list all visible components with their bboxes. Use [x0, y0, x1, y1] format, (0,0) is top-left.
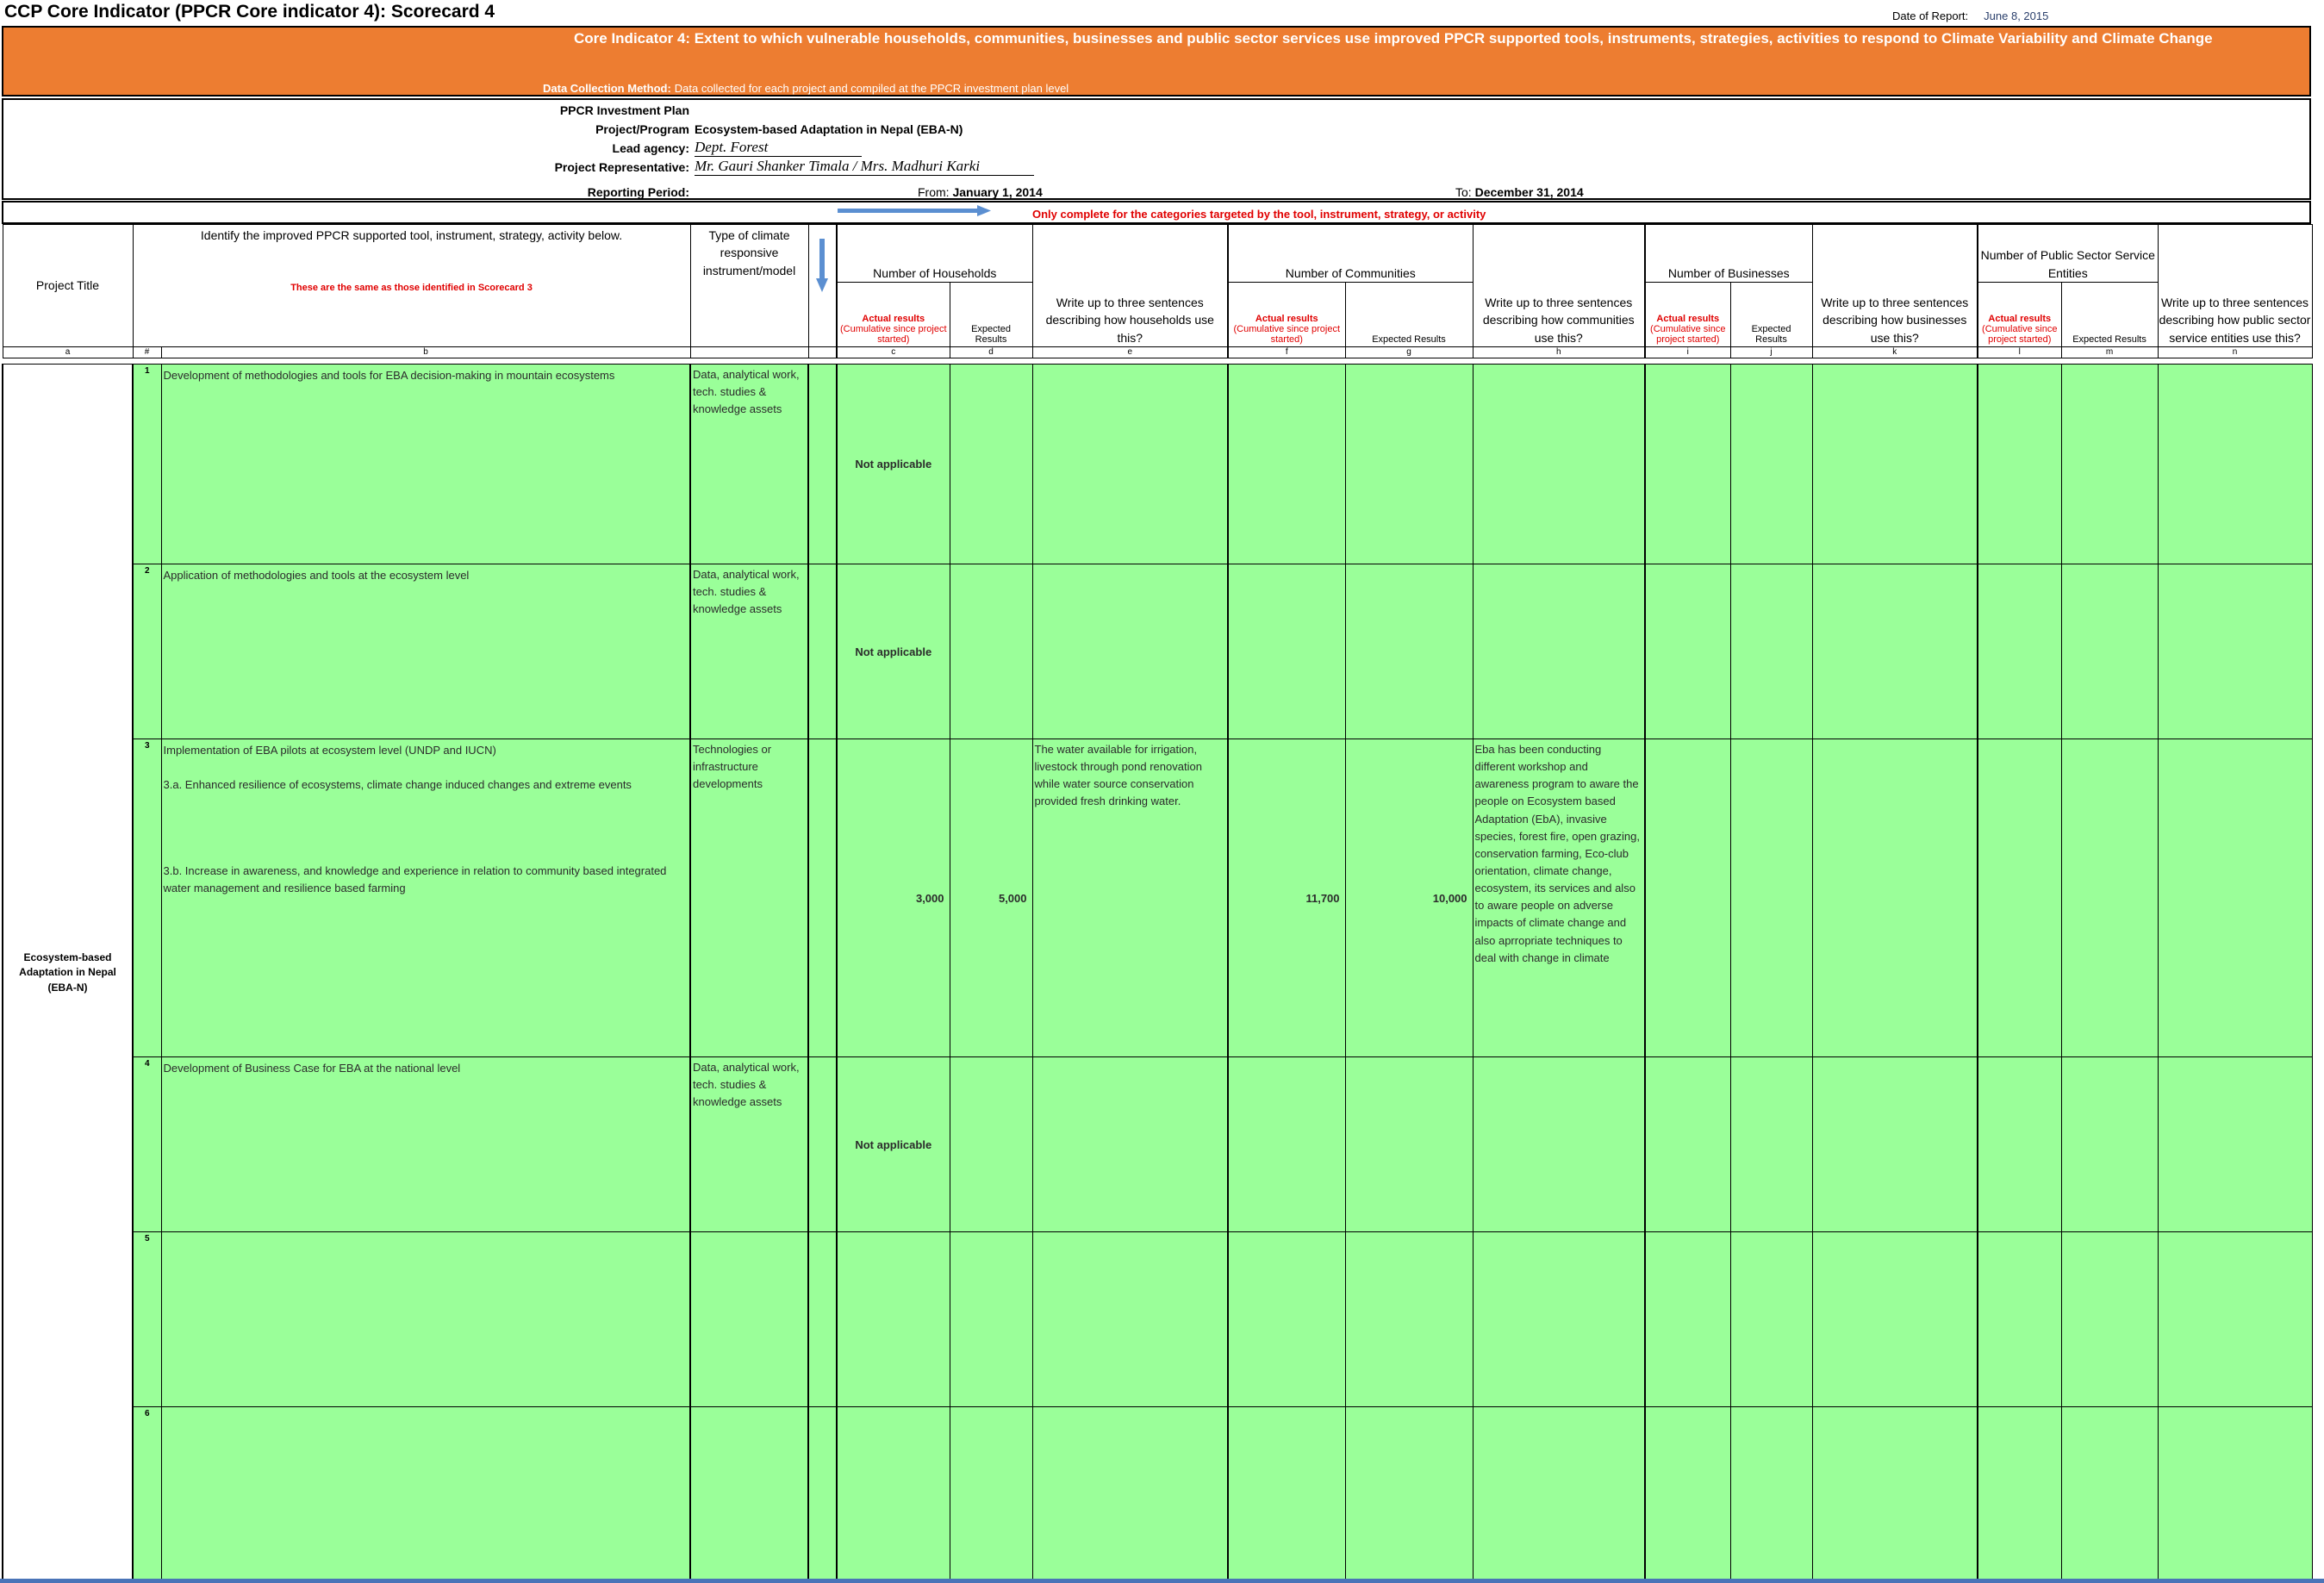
arrow-spacer-cell: [808, 1232, 837, 1407]
com-expected-cell[interactable]: [1345, 365, 1473, 564]
pub-expected-cell[interactable]: [2061, 1232, 2158, 1407]
header-public-desc: Write up to three sentences describing how public sector service entities use this?: [2158, 225, 2312, 347]
bus-actual-cell[interactable]: [1645, 1232, 1730, 1407]
row-number: 4: [133, 1057, 161, 1232]
actual-label: Actual results: [1988, 314, 2052, 324]
hh-desc-cell[interactable]: [1032, 1232, 1228, 1407]
from-label: From:: [918, 185, 950, 199]
to-value: December 31, 2014: [1474, 185, 1584, 199]
bus-actual-cell[interactable]: [1645, 1057, 1730, 1232]
data-collection-label: Data Collection Method:: [543, 82, 671, 95]
subheader-com-expected: Expected Results: [1345, 283, 1473, 347]
pub-actual-cell[interactable]: [1978, 564, 2061, 739]
data-collection-method: [543, 82, 1069, 95]
com-expected-cell[interactable]: [1345, 1232, 1473, 1407]
pub-expected-cell[interactable]: [2061, 365, 2158, 564]
type-cell[interactable]: [690, 1232, 808, 1407]
bus-actual-cell[interactable]: [1645, 564, 1730, 739]
table-row: [3, 1407, 2312, 1582]
only-complete-note: Only complete for the categories targeted by the tool, instrument, strategy, or activity: [1032, 208, 1486, 221]
row-number: 5: [133, 1232, 161, 1407]
bus-desc-cell[interactable]: [1812, 739, 1978, 1057]
header-identify-text: Identify the improved PPCR supported tool, instrument, strategy, activity below.: [200, 228, 623, 242]
col-letter: k: [1812, 347, 1978, 358]
spacer-row: [3, 358, 2312, 365]
arrow-right-icon: [838, 205, 993, 217]
table-row: [3, 365, 2312, 564]
date-of-report-label: Date of Report:: [1892, 9, 1969, 22]
expected-label-2: Results: [975, 334, 1007, 345]
arrow-spacer-cell: [808, 1057, 837, 1232]
page-title: CCP Core Indicator (PPCR Core indicator 4): Scorecard 4: [4, 2, 495, 22]
com-actual-cell[interactable]: 11,700: [1228, 739, 1345, 1057]
com-desc-cell[interactable]: Eba has been conducting different workshop and awareness program to aware the people on Ecosystem based Adaptation (EbA), invasive species, forest fire, open grazing, conservation farming, Eco-club orientation, climate change, ecosystem, its services and also to aware people on adverse impacts of climate change and also aprropriate techniques to deal with change in climate: [1473, 739, 1645, 1057]
activity-text: Development of Business Case for EBA at the national level: [163, 1062, 461, 1075]
type-cell[interactable]: Data, analytical work, tech. studies & knowledge assets: [690, 365, 808, 564]
hh-desc-cell[interactable]: [1032, 1057, 1228, 1232]
com-actual-cell[interactable]: [1228, 365, 1345, 564]
activity-text: Development of methodologies and tools for EBA decision-making in mountain ecosystems: [163, 369, 615, 382]
header-arrow-cell: [808, 225, 837, 347]
hh-actual-cell[interactable]: [837, 1407, 950, 1582]
pub-desc-cell[interactable]: [2158, 365, 2312, 564]
bus-expected-cell[interactable]: [1730, 1232, 1812, 1407]
row-number: 2: [133, 564, 161, 739]
pub-desc-cell[interactable]: [2158, 1057, 2312, 1232]
date-of-report-value: June 8, 2015: [1984, 9, 2049, 22]
pub-actual-cell[interactable]: [1978, 1407, 2061, 1582]
header-same-as-note: These are the same as those identified in Scorecard 3: [290, 283, 533, 294]
hh-desc-cell[interactable]: The water available for irrigation, livestock through pond renovation while water source conservation provided fresh drinking water.: [1032, 739, 1228, 1057]
activity-text-3a: 3.a. Enhanced resilience of ecosystems, climate change induced changes and extreme events: [163, 778, 632, 792]
data-collection-value: Data collected for each project and compiled at the PPCR investment plan level: [674, 82, 1069, 95]
header-businesses: Number of Businesses: [1645, 225, 1812, 283]
bus-expected-cell[interactable]: [1730, 1057, 1812, 1232]
com-expected-cell[interactable]: [1345, 564, 1473, 739]
pub-actual-cell[interactable]: [1978, 1057, 2061, 1232]
subheader-pub-actual: [1978, 283, 2061, 347]
hh-desc-cell[interactable]: [1032, 365, 1228, 564]
project-label: Project/Program: [595, 122, 689, 136]
com-desc-cell[interactable]: [1473, 1232, 1645, 1407]
bus-desc-cell[interactable]: [1812, 365, 1978, 564]
activity-cell[interactable]: [161, 564, 690, 739]
bus-desc-cell[interactable]: [1812, 564, 1978, 739]
subheader-bus-expected: [1730, 283, 1812, 347]
col-letter: d: [950, 347, 1032, 358]
pub-desc-cell[interactable]: [2158, 1232, 2312, 1407]
expected-label-2: Results: [1755, 334, 1787, 345]
project-representative-label: Project Representative:: [554, 160, 689, 174]
header-communities: Number of Communities: [1228, 225, 1473, 283]
hh-expected-cell[interactable]: [950, 1057, 1032, 1232]
activity-cell[interactable]: [161, 1057, 690, 1232]
actual-label: Actual results: [862, 314, 925, 324]
type-cell[interactable]: Data, analytical work, tech. studies & knowledge assets: [690, 564, 808, 739]
project-title-cell: Ecosystem-based Adaptation in Nepal (EBA-N): [3, 365, 133, 1582]
col-letter: n: [2158, 347, 2312, 358]
hh-actual-cell[interactable]: [837, 1232, 950, 1407]
hh-expected-cell[interactable]: 5,000: [950, 739, 1032, 1057]
core-indicator-text: Core Indicator 4: Extent to which vulnerable households, communities, businesses and public sector services use improved PPCR supported tools, instruments, strategies, activities to respond to Climate Variability and Climate Change: [574, 30, 2213, 47]
col-letter: f: [1228, 347, 1345, 358]
type-cell[interactable]: [690, 1407, 808, 1582]
from-value: January 1, 2014: [952, 185, 1043, 199]
row-number: 3: [133, 739, 161, 1057]
lead-agency-value: Dept. Forest: [695, 139, 862, 157]
bus-actual-cell[interactable]: [1645, 739, 1730, 1057]
bottom-border: [0, 1579, 2324, 1583]
to-label: To:: [1455, 185, 1472, 199]
hh-expected-cell[interactable]: [950, 1407, 1032, 1582]
com-desc-cell[interactable]: [1473, 564, 1645, 739]
pub-actual-cell[interactable]: [1978, 739, 2061, 1057]
actual-label: Actual results: [1255, 314, 1318, 324]
cumulative-label: (Cumulative since project started): [1233, 324, 1341, 345]
pub-expected-cell[interactable]: [2061, 739, 2158, 1057]
col-letter: g: [1345, 347, 1473, 358]
header-businesses-desc: Write up to three sentences describing how businesses use this?: [1812, 225, 1978, 347]
com-actual-cell[interactable]: [1228, 1232, 1345, 1407]
col-letter: i: [1645, 347, 1730, 358]
col-letter: l: [1978, 347, 2061, 358]
com-desc-cell[interactable]: [1473, 365, 1645, 564]
hh-expected-cell[interactable]: [950, 564, 1032, 739]
col-letter: e: [1032, 347, 1228, 358]
subheader-hh-actual: [837, 283, 950, 347]
bus-expected-cell[interactable]: [1730, 564, 1812, 739]
project-value: Ecosystem-based Adaptation in Nepal (EBA-N): [695, 122, 963, 136]
cumulative-label: (Cumulative since project started): [1982, 324, 2058, 345]
arrow-spacer-cell: [808, 564, 837, 739]
col-letter: b: [161, 347, 690, 358]
com-expected-cell[interactable]: [1345, 1057, 1473, 1232]
hh-actual-cell[interactable]: 3,000: [837, 739, 950, 1057]
pub-actual-cell[interactable]: [1978, 365, 2061, 564]
reporting-period-label: Reporting Period:: [587, 185, 689, 199]
hh-desc-cell[interactable]: [1032, 1407, 1228, 1582]
type-cell[interactable]: Data, analytical work, tech. studies & knowledge assets: [690, 1057, 808, 1232]
type-cell[interactable]: Technologies or infrastructure developments: [690, 739, 808, 1057]
cumulative-label: (Cumulative since project started): [840, 324, 947, 345]
bus-actual-cell[interactable]: [1645, 1407, 1730, 1582]
activity-cell[interactable]: [161, 1232, 690, 1407]
row-number: 1: [133, 365, 161, 564]
col-letter: c: [837, 347, 950, 358]
table-row: [3, 1057, 2312, 1232]
com-desc-cell[interactable]: [1473, 1057, 1645, 1232]
subheader-pub-expected: Expected Results: [2061, 283, 2158, 347]
date-of-report: [1892, 9, 2048, 22]
hh-expected-cell[interactable]: [950, 1232, 1032, 1407]
com-actual-cell[interactable]: [1228, 1407, 1345, 1582]
cumulative-label: (Cumulative since project started): [1650, 324, 1726, 345]
pub-desc-cell[interactable]: [2158, 1407, 2312, 1582]
col-letter: #: [133, 347, 161, 358]
hh-actual-cell[interactable]: Not applicable: [837, 564, 950, 739]
expected-label: Expected: [1751, 324, 1791, 334]
subheader-bus-actual: [1645, 283, 1730, 347]
actual-label: Actual results: [1656, 314, 1720, 324]
com-expected-cell[interactable]: [1345, 1407, 1473, 1582]
subheader-com-actual: [1228, 283, 1345, 347]
col-letter: m: [2061, 347, 2158, 358]
com-actual-cell[interactable]: [1228, 564, 1345, 739]
scorecard-table: [2, 224, 2313, 1582]
column-letter-row: [3, 347, 2312, 358]
pub-actual-cell[interactable]: [1978, 1232, 2061, 1407]
com-actual-cell[interactable]: [1228, 1057, 1345, 1232]
hh-actual-cell[interactable]: Not applicable: [837, 1057, 950, 1232]
subheader-hh-expected: [950, 283, 1032, 347]
header-project-title: Project Title: [3, 225, 133, 347]
expected-label: Expected: [971, 324, 1011, 334]
header-type: Type of climate responsive instrument/model: [690, 225, 808, 347]
header-identify: [133, 225, 690, 347]
table-row: [3, 739, 2312, 1057]
header-public-sector: Number of Public Sector Service Entities: [1978, 225, 2158, 283]
arrow-down-icon: [816, 239, 828, 292]
activity-cell[interactable]: [161, 1407, 690, 1582]
bus-desc-cell[interactable]: [1812, 1057, 1978, 1232]
lead-agency-label: Lead agency:: [612, 141, 689, 155]
project-representative-value: Mr. Gauri Shanker Timala / Mrs. Madhuri Karki: [695, 158, 1034, 176]
activity-text: Implementation of EBA pilots at ecosystem level (UNDP and IUCN): [163, 744, 496, 757]
row-number: 6: [133, 1407, 161, 1582]
investment-plan-label: PPCR Investment Plan: [559, 103, 689, 117]
reporting-from: [918, 185, 1043, 199]
header-households: Number of Households: [837, 225, 1032, 283]
activity-text-3b: 3.b. Increase in awareness, and knowledge and experience in relation to community based integrated water management and resilience based farming: [163, 864, 667, 895]
col-letter: h: [1473, 347, 1645, 358]
header-communities-desc: Write up to three sentences describing how communities use this?: [1473, 225, 1645, 347]
arrow-spacer-cell: [808, 365, 837, 564]
com-expected-cell[interactable]: 10,000: [1345, 739, 1473, 1057]
hh-actual-cell[interactable]: Not applicable: [837, 365, 950, 564]
arrow-spacer-cell: [808, 1407, 837, 1582]
table-row: [3, 564, 2312, 739]
bus-expected-cell[interactable]: [1730, 365, 1812, 564]
pub-expected-cell[interactable]: [2061, 1407, 2158, 1582]
col-letter: j: [1730, 347, 1812, 358]
pub-expected-cell[interactable]: [2061, 564, 2158, 739]
pub-expected-cell[interactable]: [2061, 1057, 2158, 1232]
activity-text: Application of methodologies and tools at the ecosystem level: [163, 569, 470, 582]
bus-desc-cell[interactable]: [1812, 1407, 1978, 1582]
hh-desc-cell[interactable]: [1032, 564, 1228, 739]
pub-desc-cell[interactable]: [2158, 739, 2312, 1057]
activity-cell[interactable]: [161, 739, 690, 1057]
col-letter: [808, 347, 837, 358]
table-row: [3, 1232, 2312, 1407]
reporting-to: [1455, 185, 1584, 199]
bus-expected-cell[interactable]: [1730, 739, 1812, 1057]
com-desc-cell[interactable]: [1473, 1407, 1645, 1582]
header-households-desc: Write up to three sentences describing how households use this?: [1032, 225, 1228, 347]
project-info-box: [2, 98, 2311, 200]
pub-desc-cell[interactable]: [2158, 564, 2312, 739]
header-row: [3, 225, 2312, 283]
hh-expected-cell[interactable]: [950, 365, 1032, 564]
col-letter: [690, 347, 808, 358]
bus-expected-cell[interactable]: [1730, 1407, 1812, 1582]
activity-cell[interactable]: [161, 365, 690, 564]
arrow-spacer-cell: [808, 739, 837, 1057]
col-letter: a: [3, 347, 133, 358]
bus-desc-cell[interactable]: [1812, 1232, 1978, 1407]
bus-actual-cell[interactable]: [1645, 365, 1730, 564]
